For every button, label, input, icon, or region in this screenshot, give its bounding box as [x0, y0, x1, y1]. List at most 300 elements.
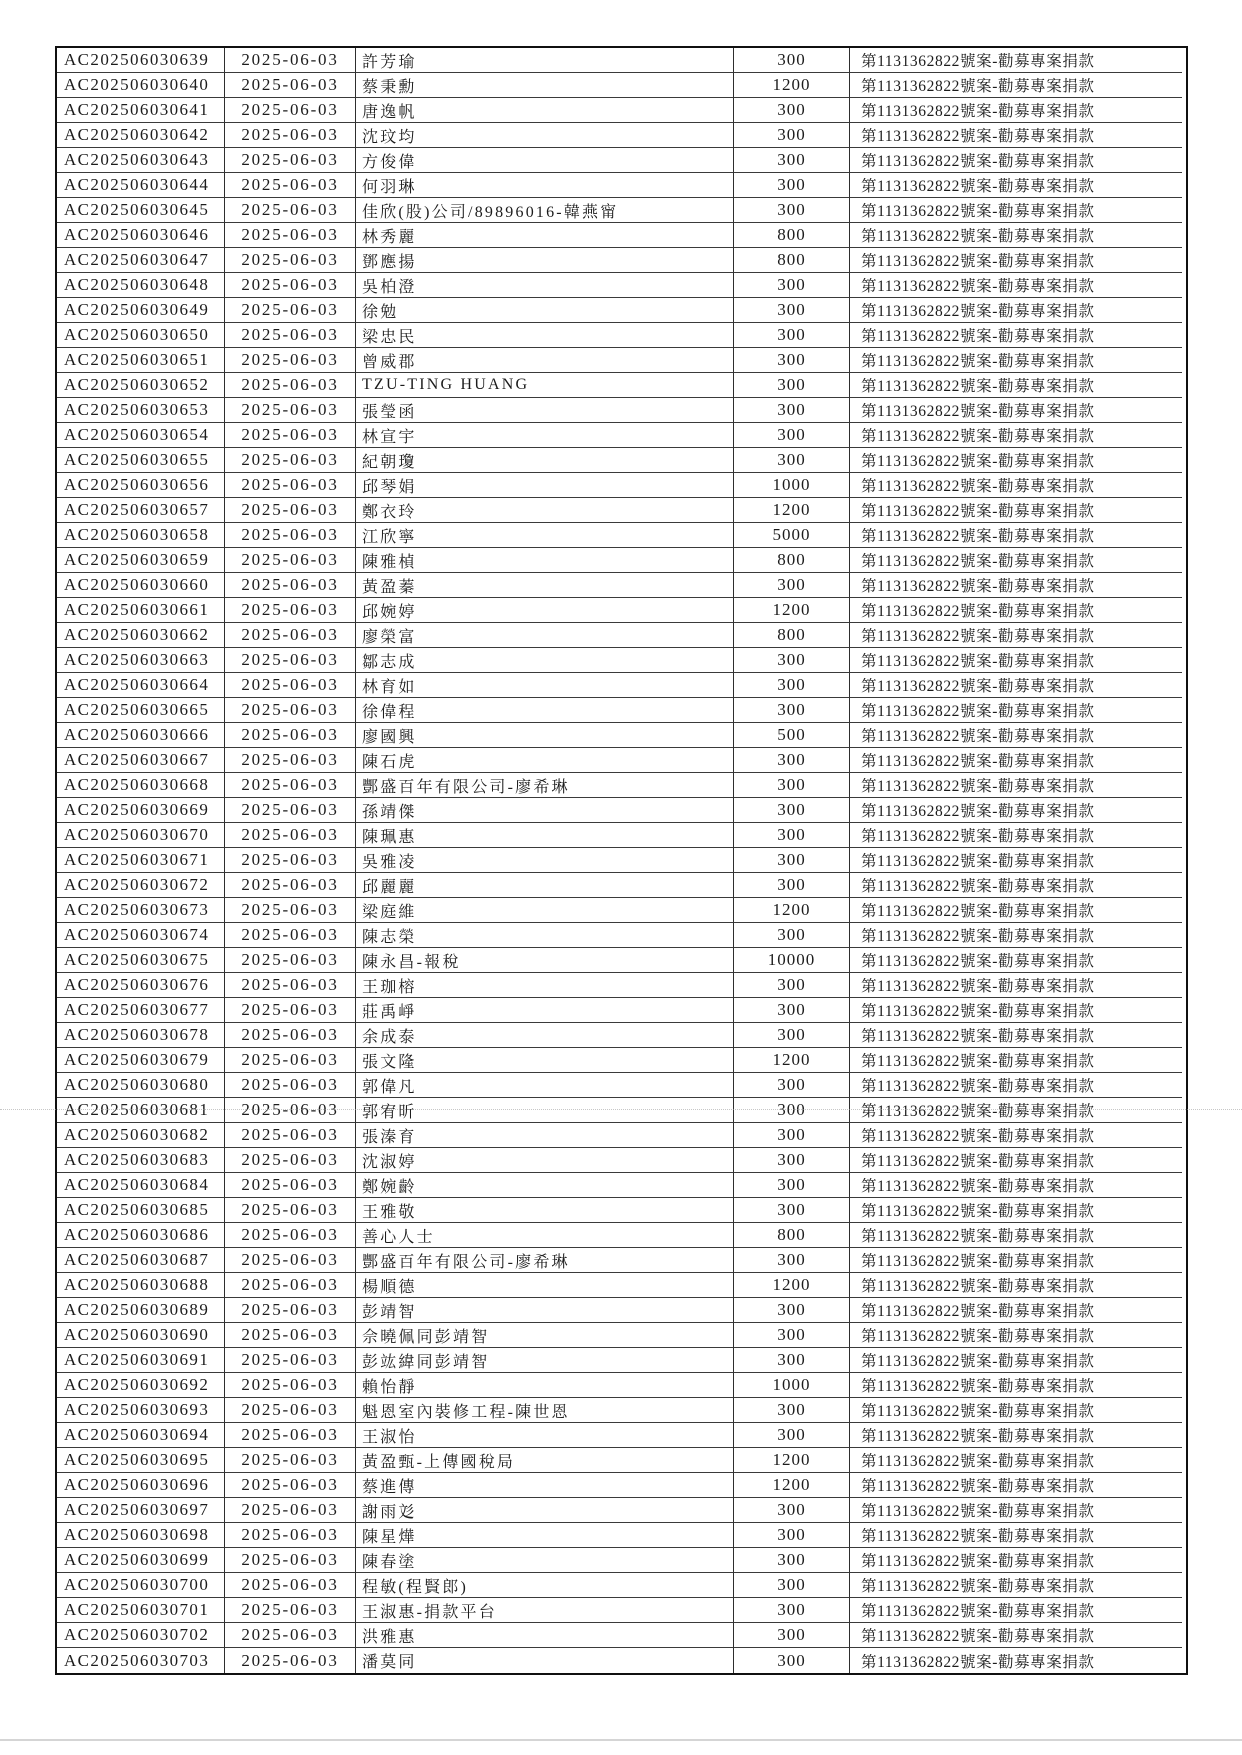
cell-date: 2025-06-03: [225, 898, 356, 923]
cell-record-id: AC202506030692: [57, 1373, 225, 1398]
cell-donor-name: 廖榮富: [356, 623, 734, 648]
cell-purpose: 第1131362822號案-勸募專案捐款: [850, 73, 1182, 98]
cell-donor-name: 陳石虎: [356, 748, 734, 773]
cell-purpose: 第1131362822號案-勸募專案捐款: [850, 298, 1182, 323]
cell-amount: 300: [734, 148, 850, 173]
table-row: [57, 298, 1186, 323]
cell-record-id: AC202506030664: [57, 673, 225, 698]
cell-donor-name: 方俊偉: [356, 148, 734, 173]
cell-record-id: AC202506030646: [57, 223, 225, 248]
cell-date: 2025-06-03: [225, 1223, 356, 1248]
cell-date: 2025-06-03: [225, 523, 356, 548]
cell-purpose: 第1131362822號案-勸募專案捐款: [850, 1648, 1182, 1673]
cell-donor-name: 郭宥昕: [356, 1098, 734, 1123]
cell-purpose: 第1131362822號案-勸募專案捐款: [850, 1173, 1182, 1198]
cell-donor-name: 曾威郡: [356, 348, 734, 373]
cell-purpose: 第1131362822號案-勸募專案捐款: [850, 473, 1182, 498]
cell-donor-name: 林育如: [356, 673, 734, 698]
cell-record-id: AC202506030675: [57, 948, 225, 973]
cell-date: 2025-06-03: [225, 1123, 356, 1148]
cell-donor-name: 陳志榮: [356, 923, 734, 948]
cell-donor-name: 魁恩室內裝修工程-陳世恩: [356, 1398, 734, 1423]
cell-donor-name: 梁庭維: [356, 898, 734, 923]
table-row: [57, 798, 1186, 823]
cell-purpose: 第1131362822號案-勸募專案捐款: [850, 1248, 1182, 1273]
cell-amount: 1200: [734, 1273, 850, 1298]
cell-donor-name: 邱麗麗: [356, 873, 734, 898]
cell-donor-name: 余成泰: [356, 1023, 734, 1048]
cell-record-id: AC202506030682: [57, 1123, 225, 1148]
table-row: [57, 673, 1186, 698]
cell-record-id: AC202506030684: [57, 1173, 225, 1198]
cell-date: 2025-06-03: [225, 773, 356, 798]
cell-amount: 800: [734, 223, 850, 248]
cell-donor-name: 林宣宇: [356, 423, 734, 448]
cell-donor-name: 黃盈蓁: [356, 573, 734, 598]
table-row: [57, 1248, 1186, 1273]
cell-record-id: AC202506030640: [57, 73, 225, 98]
cell-purpose: 第1131362822號案-勸募專案捐款: [850, 48, 1182, 73]
donation-record-table: [55, 46, 1188, 1675]
cell-record-id: AC202506030641: [57, 98, 225, 123]
cell-record-id: AC202506030645: [57, 198, 225, 223]
table-row: [57, 1323, 1186, 1348]
cell-date: 2025-06-03: [225, 1623, 356, 1648]
cell-purpose: 第1131362822號案-勸募專案捐款: [850, 1073, 1182, 1098]
cell-record-id: AC202506030674: [57, 923, 225, 948]
table-row: [57, 98, 1186, 123]
cell-record-id: AC202506030644: [57, 173, 225, 198]
cell-purpose: 第1131362822號案-勸募專案捐款: [850, 98, 1182, 123]
cell-donor-name: 鄭衣玲: [356, 498, 734, 523]
cell-record-id: AC202506030702: [57, 1623, 225, 1648]
cell-donor-name: 吳雅凌: [356, 848, 734, 873]
cell-donor-name: 江欣寧: [356, 523, 734, 548]
cell-purpose: 第1131362822號案-勸募專案捐款: [850, 623, 1182, 648]
cell-donor-name: 邱琴娟: [356, 473, 734, 498]
cell-date: 2025-06-03: [225, 648, 356, 673]
cell-purpose: 第1131362822號案-勸募專案捐款: [850, 198, 1182, 223]
cell-purpose: 第1131362822號案-勸募專案捐款: [850, 1573, 1182, 1598]
table-row: [57, 323, 1186, 348]
cell-donor-name: 佳欣(股)公司/89896016-韓燕甯: [356, 198, 734, 223]
cell-purpose: 第1131362822號案-勸募專案捐款: [850, 548, 1182, 573]
cell-amount: 300: [734, 98, 850, 123]
table-row: [57, 123, 1186, 148]
cell-date: 2025-06-03: [225, 173, 356, 198]
cell-date: 2025-06-03: [225, 1373, 356, 1398]
cell-purpose: 第1131362822號案-勸募專案捐款: [850, 773, 1182, 798]
cell-date: 2025-06-03: [225, 1648, 356, 1673]
cell-date: 2025-06-03: [225, 198, 356, 223]
cell-purpose: 第1131362822號案-勸募專案捐款: [850, 223, 1182, 248]
table-row: [57, 873, 1186, 898]
table-row: [57, 1223, 1186, 1248]
cell-record-id: AC202506030685: [57, 1198, 225, 1223]
cell-amount: 300: [734, 348, 850, 373]
cell-purpose: 第1131362822號案-勸募專案捐款: [850, 1298, 1182, 1323]
cell-purpose: 第1131362822號案-勸募專案捐款: [850, 1048, 1182, 1073]
cell-amount: 300: [734, 273, 850, 298]
cell-date: 2025-06-03: [225, 1173, 356, 1198]
cell-donor-name: 張文隆: [356, 1048, 734, 1073]
cell-purpose: 第1131362822號案-勸募專案捐款: [850, 873, 1182, 898]
cell-donor-name: 黃盈甄-上傳國稅局: [356, 1448, 734, 1473]
cell-amount: 1200: [734, 73, 850, 98]
cell-donor-name: 徐偉程: [356, 698, 734, 723]
cell-record-id: AC202506030690: [57, 1323, 225, 1348]
cell-donor-name: 郭偉凡: [356, 1073, 734, 1098]
table-row: [57, 773, 1186, 798]
cell-donor-name: 徐勉: [356, 298, 734, 323]
cell-purpose: 第1131362822號案-勸募專案捐款: [850, 1098, 1182, 1123]
cell-amount: 300: [734, 398, 850, 423]
cell-purpose: 第1131362822號案-勸募專案捐款: [850, 1148, 1182, 1173]
cell-date: 2025-06-03: [225, 598, 356, 623]
cell-amount: 300: [734, 1623, 850, 1648]
cell-donor-name: 王雅敬: [356, 1198, 734, 1223]
cell-donor-name: 酆盛百年有限公司-廖希琳: [356, 773, 734, 798]
cell-record-id: AC202506030697: [57, 1498, 225, 1523]
cell-record-id: AC202506030653: [57, 398, 225, 423]
cell-date: 2025-06-03: [225, 348, 356, 373]
table-row: [57, 1348, 1186, 1373]
table-row: [57, 748, 1186, 773]
cell-date: 2025-06-03: [225, 1598, 356, 1623]
cell-amount: 300: [734, 923, 850, 948]
cell-record-id: AC202506030655: [57, 448, 225, 473]
cell-purpose: 第1131362822號案-勸募專案捐款: [850, 273, 1182, 298]
cell-donor-name: 王珈榕: [356, 973, 734, 998]
cell-purpose: 第1131362822號案-勸募專案捐款: [850, 848, 1182, 873]
cell-record-id: AC202506030652: [57, 373, 225, 398]
cell-record-id: AC202506030666: [57, 723, 225, 748]
cell-date: 2025-06-03: [225, 1348, 356, 1373]
cell-date: 2025-06-03: [225, 673, 356, 698]
table-row: [57, 898, 1186, 923]
table-row: [57, 373, 1186, 398]
cell-record-id: AC202506030656: [57, 473, 225, 498]
cell-amount: 300: [734, 748, 850, 773]
cell-amount: 300: [734, 1148, 850, 1173]
cell-amount: 300: [734, 173, 850, 198]
table-row: [57, 173, 1186, 198]
table-row: [57, 198, 1186, 223]
table-row: [57, 723, 1186, 748]
cell-purpose: 第1131362822號案-勸募專案捐款: [850, 948, 1182, 973]
cell-purpose: 第1131362822號案-勸募專案捐款: [850, 573, 1182, 598]
cell-donor-name: 張瑩函: [356, 398, 734, 423]
cell-record-id: AC202506030668: [57, 773, 225, 798]
cell-amount: 300: [734, 373, 850, 398]
cell-amount: 300: [734, 448, 850, 473]
cell-amount: 300: [734, 1423, 850, 1448]
cell-purpose: 第1131362822號案-勸募專案捐款: [850, 448, 1182, 473]
table-row: [57, 498, 1186, 523]
cell-donor-name: 彭靖智: [356, 1298, 734, 1323]
scan-artifact-bottom-line: [0, 1739, 1242, 1741]
cell-date: 2025-06-03: [225, 848, 356, 873]
cell-record-id: AC202506030695: [57, 1448, 225, 1473]
table-row: [57, 1398, 1186, 1423]
table-row: [57, 1048, 1186, 1073]
cell-donor-name: 吳柏澄: [356, 273, 734, 298]
cell-amount: 300: [734, 1498, 850, 1523]
cell-record-id: AC202506030669: [57, 798, 225, 823]
cell-donor-name: 鄒志成: [356, 648, 734, 673]
cell-amount: 300: [734, 1648, 850, 1673]
cell-amount: 1200: [734, 1473, 850, 1498]
cell-amount: 300: [734, 198, 850, 223]
table-row: [57, 1023, 1186, 1048]
table-row: [57, 973, 1186, 998]
cell-amount: 300: [734, 1548, 850, 1573]
cell-donor-name: 謝雨彣: [356, 1498, 734, 1523]
table-row: [57, 248, 1186, 273]
cell-record-id: AC202506030657: [57, 498, 225, 523]
cell-donor-name: 陳星燁: [356, 1523, 734, 1548]
cell-purpose: 第1131362822號案-勸募專案捐款: [850, 1398, 1182, 1423]
cell-record-id: AC202506030673: [57, 898, 225, 923]
cell-amount: 300: [734, 573, 850, 598]
table-row: [57, 1498, 1186, 1523]
cell-date: 2025-06-03: [225, 1273, 356, 1298]
cell-amount: 800: [734, 248, 850, 273]
cell-purpose: 第1131362822號案-勸募專案捐款: [850, 673, 1182, 698]
cell-record-id: AC202506030654: [57, 423, 225, 448]
cell-donor-name: 蔡秉勳: [356, 73, 734, 98]
cell-amount: 800: [734, 1223, 850, 1248]
cell-amount: 300: [734, 673, 850, 698]
cell-amount: 300: [734, 973, 850, 998]
cell-donor-name: 沈玟均: [356, 123, 734, 148]
table-row: [57, 348, 1186, 373]
cell-purpose: 第1131362822號案-勸募專案捐款: [850, 173, 1182, 198]
cell-date: 2025-06-03: [225, 1473, 356, 1498]
cell-record-id: AC202506030686: [57, 1223, 225, 1248]
table-row: [57, 1548, 1186, 1573]
table-row: [57, 948, 1186, 973]
cell-date: 2025-06-03: [225, 1398, 356, 1423]
cell-record-id: AC202506030696: [57, 1473, 225, 1498]
cell-record-id: AC202506030663: [57, 648, 225, 673]
table-row: [57, 73, 1186, 98]
cell-amount: 1000: [734, 473, 850, 498]
cell-record-id: AC202506030676: [57, 973, 225, 998]
table-row: [57, 473, 1186, 498]
cell-amount: 300: [734, 1298, 850, 1323]
cell-donor-name: 賴怡靜: [356, 1373, 734, 1398]
cell-record-id: AC202506030683: [57, 1148, 225, 1173]
table-row: [57, 698, 1186, 723]
table-row: [57, 148, 1186, 173]
table-row: [57, 273, 1186, 298]
table-row: [57, 1598, 1186, 1623]
cell-purpose: 第1131362822號案-勸募專案捐款: [850, 1198, 1182, 1223]
cell-amount: 300: [734, 323, 850, 348]
cell-record-id: AC202506030700: [57, 1573, 225, 1598]
cell-donor-name: 程敏(程賢郎): [356, 1573, 734, 1598]
cell-date: 2025-06-03: [225, 973, 356, 998]
cell-amount: 10000: [734, 948, 850, 973]
cell-donor-name: 鄭婉齡: [356, 1173, 734, 1198]
cell-purpose: 第1131362822號案-勸募專案捐款: [850, 323, 1182, 348]
cell-donor-name: 唐逸帆: [356, 98, 734, 123]
cell-date: 2025-06-03: [225, 548, 356, 573]
cell-date: 2025-06-03: [225, 1548, 356, 1573]
cell-date: 2025-06-03: [225, 1523, 356, 1548]
cell-purpose: 第1131362822號案-勸募專案捐款: [850, 698, 1182, 723]
cell-amount: 300: [734, 48, 850, 73]
cell-date: 2025-06-03: [225, 723, 356, 748]
table-row: [57, 923, 1186, 948]
cell-date: 2025-06-03: [225, 1073, 356, 1098]
cell-record-id: AC202506030649: [57, 298, 225, 323]
cell-purpose: 第1131362822號案-勸募專案捐款: [850, 523, 1182, 548]
cell-purpose: 第1131362822號案-勸募專案捐款: [850, 1498, 1182, 1523]
cell-record-id: AC202506030694: [57, 1423, 225, 1448]
cell-donor-name: 鄧應揚: [356, 248, 734, 273]
cell-donor-name: 陳春塗: [356, 1548, 734, 1573]
cell-date: 2025-06-03: [225, 1198, 356, 1223]
cell-date: 2025-06-03: [225, 1048, 356, 1073]
cell-amount: 300: [734, 648, 850, 673]
cell-date: 2025-06-03: [225, 1023, 356, 1048]
table-row: [57, 523, 1186, 548]
cell-date: 2025-06-03: [225, 423, 356, 448]
cell-record-id: AC202506030699: [57, 1548, 225, 1573]
cell-date: 2025-06-03: [225, 298, 356, 323]
cell-amount: 300: [734, 823, 850, 848]
cell-date: 2025-06-03: [225, 923, 356, 948]
cell-record-id: AC202506030647: [57, 248, 225, 273]
cell-amount: 300: [734, 1573, 850, 1598]
cell-record-id: AC202506030703: [57, 1648, 225, 1673]
cell-record-id: AC202506030678: [57, 1023, 225, 1048]
cell-amount: 300: [734, 423, 850, 448]
cell-purpose: 第1131362822號案-勸募專案捐款: [850, 598, 1182, 623]
cell-date: 2025-06-03: [225, 623, 356, 648]
cell-purpose: 第1131362822號案-勸募專案捐款: [850, 398, 1182, 423]
cell-record-id: AC202506030642: [57, 123, 225, 148]
cell-record-id: AC202506030680: [57, 1073, 225, 1098]
table-row: [57, 573, 1186, 598]
cell-record-id: AC202506030687: [57, 1248, 225, 1273]
cell-donor-name: 莊禹崢: [356, 998, 734, 1023]
cell-donor-name: 蔡進傳: [356, 1473, 734, 1498]
cell-date: 2025-06-03: [225, 798, 356, 823]
cell-donor-name: 善心人士: [356, 1223, 734, 1248]
table-row: [57, 448, 1186, 473]
cell-purpose: 第1131362822號案-勸募專案捐款: [850, 498, 1182, 523]
cell-purpose: 第1131362822號案-勸募專案捐款: [850, 748, 1182, 773]
cell-amount: 300: [734, 123, 850, 148]
cell-amount: 300: [734, 298, 850, 323]
cell-donor-name: 梁忠民: [356, 323, 734, 348]
table-row: [57, 1148, 1186, 1173]
cell-date: 2025-06-03: [225, 98, 356, 123]
cell-purpose: 第1131362822號案-勸募專案捐款: [850, 373, 1182, 398]
table-row: [57, 1273, 1186, 1298]
cell-date: 2025-06-03: [225, 1098, 356, 1123]
cell-record-id: AC202506030693: [57, 1398, 225, 1423]
table-row: [57, 598, 1186, 623]
cell-date: 2025-06-03: [225, 1448, 356, 1473]
cell-purpose: 第1131362822號案-勸募專案捐款: [850, 823, 1182, 848]
table-row: [57, 548, 1186, 573]
cell-record-id: AC202506030658: [57, 523, 225, 548]
table-row: [57, 1573, 1186, 1598]
cell-purpose: 第1131362822號案-勸募專案捐款: [850, 148, 1182, 173]
cell-amount: 300: [734, 873, 850, 898]
cell-donor-name: 何羽琳: [356, 173, 734, 198]
table-row: [57, 848, 1186, 873]
cell-donor-name: 楊順德: [356, 1273, 734, 1298]
cell-amount: 300: [734, 773, 850, 798]
cell-date: 2025-06-03: [225, 248, 356, 273]
cell-amount: 5000: [734, 523, 850, 548]
cell-date: 2025-06-03: [225, 323, 356, 348]
cell-date: 2025-06-03: [225, 1498, 356, 1523]
cell-record-id: AC202506030670: [57, 823, 225, 848]
cell-donor-name: 廖國興: [356, 723, 734, 748]
cell-date: 2025-06-03: [225, 1298, 356, 1323]
cell-amount: 800: [734, 548, 850, 573]
cell-date: 2025-06-03: [225, 73, 356, 98]
table-row: [57, 423, 1186, 448]
cell-amount: 300: [734, 1073, 850, 1098]
cell-record-id: AC202506030698: [57, 1523, 225, 1548]
cell-record-id: AC202506030665: [57, 698, 225, 723]
cell-amount: 1200: [734, 898, 850, 923]
cell-donor-name: 陳珮惠: [356, 823, 734, 848]
cell-amount: 800: [734, 623, 850, 648]
cell-amount: 300: [734, 1248, 850, 1273]
cell-purpose: 第1131362822號案-勸募專案捐款: [850, 723, 1182, 748]
cell-donor-name: 王淑怡: [356, 1423, 734, 1448]
cell-donor-name: 陳永昌-報稅: [356, 948, 734, 973]
cell-date: 2025-06-03: [225, 273, 356, 298]
cell-purpose: 第1131362822號案-勸募專案捐款: [850, 898, 1182, 923]
cell-amount: 300: [734, 698, 850, 723]
cell-purpose: 第1131362822號案-勸募專案捐款: [850, 1473, 1182, 1498]
cell-donor-name: 王淑惠-捐款平台: [356, 1598, 734, 1623]
cell-record-id: AC202506030671: [57, 848, 225, 873]
cell-purpose: 第1131362822號案-勸募專案捐款: [850, 1023, 1182, 1048]
cell-amount: 1000: [734, 1373, 850, 1398]
cell-record-id: AC202506030650: [57, 323, 225, 348]
cell-donor-name: 潘莫同: [356, 1648, 734, 1673]
table-row: [57, 648, 1186, 673]
cell-donor-name: 沈淑婷: [356, 1148, 734, 1173]
cell-purpose: 第1131362822號案-勸募專案捐款: [850, 1448, 1182, 1473]
cell-date: 2025-06-03: [225, 48, 356, 73]
cell-date: 2025-06-03: [225, 1423, 356, 1448]
cell-date: 2025-06-03: [225, 148, 356, 173]
cell-record-id: AC202506030661: [57, 598, 225, 623]
cell-donor-name: 孫靖傑: [356, 798, 734, 823]
cell-amount: 300: [734, 1173, 850, 1198]
cell-record-id: AC202506030689: [57, 1298, 225, 1323]
cell-amount: 300: [734, 848, 850, 873]
cell-purpose: 第1131362822號案-勸募專案捐款: [850, 798, 1182, 823]
cell-donor-name: 佘曉佩同彭靖智: [356, 1323, 734, 1348]
cell-record-id: AC202506030691: [57, 1348, 225, 1373]
cell-record-id: AC202506030677: [57, 998, 225, 1023]
cell-donor-name: 紀朝瓊: [356, 448, 734, 473]
cell-record-id: AC202506030651: [57, 348, 225, 373]
cell-donor-name: 洪雅惠: [356, 1623, 734, 1648]
